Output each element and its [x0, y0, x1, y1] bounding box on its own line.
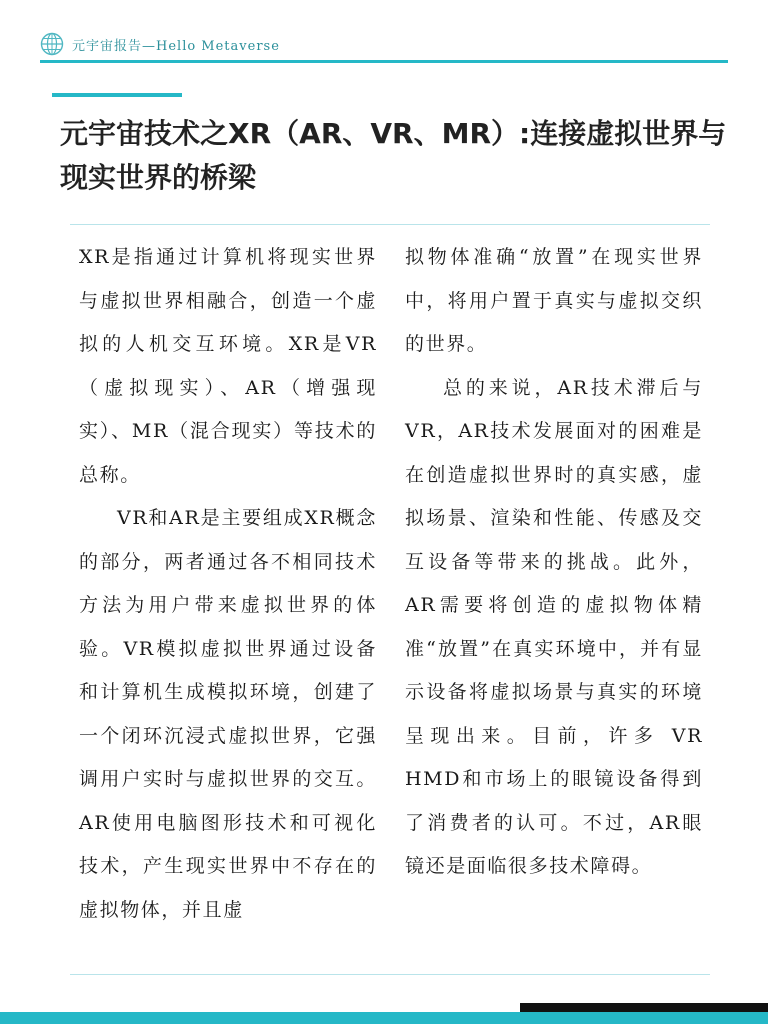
paragraph: 拟物体准确“放置”在现实世界中，将用户置于真实与虚拟交织的世界。	[405, 246, 703, 355]
paragraph: XR是指通过计算机将现实世界与虚拟世界相融合，创造一个虚拟的人机交互环境。XR是VR（虚拟现实）、AR（增强现实）、MR（混合现实）等技术的总称。	[79, 246, 377, 486]
left-column	[79, 236, 377, 932]
page-header	[40, 28, 728, 60]
content-top-divider	[70, 224, 710, 225]
page-title: 元宇宙技术之XR（AR、VR、MR）:连接虚拟世界与现实世界的桥梁	[60, 117, 727, 194]
paragraph: 总的来说，AR技术滞后与VR，AR技术发展面对的困难是在创造虚拟世界时的真实感，虚拟场景、渲染和性能、传感及交互设备等带来的挑战。此外，AR需要将创造的虚拟物体精准“放置”在真实环境中，并有显示设备将虚拟场景与真实的环境呈现出来。目前，许多 VR HMD和市场上的眼镜设备得到了消费者的认可。不过，AR眼镜还是面临很多技术障碍。	[405, 376, 703, 877]
paragraph: VR和AR是主要组成XR概念的部分，两者通过各不相同技术方法为用户带来虚拟世界的体验。VR模拟虚拟世界通过设备和计算机生成模拟环境，创建了一个闭环沉浸式虚拟世界，它强调用户实时与虚拟世界的交互。AR使用电脑图形技术和可视化技术，产生现实世界中不存在的虚拟物体，并且虚	[79, 507, 377, 921]
header-text: 元宇宙报告—Hello Metaverse	[72, 38, 280, 54]
header-divider	[40, 60, 728, 63]
right-column	[405, 236, 703, 889]
content-bottom-divider	[70, 974, 710, 975]
globe-icon	[40, 32, 64, 56]
footer-black-bar	[520, 1003, 768, 1012]
footer-teal-bar	[0, 1012, 768, 1024]
title-accent-bar	[52, 93, 182, 97]
